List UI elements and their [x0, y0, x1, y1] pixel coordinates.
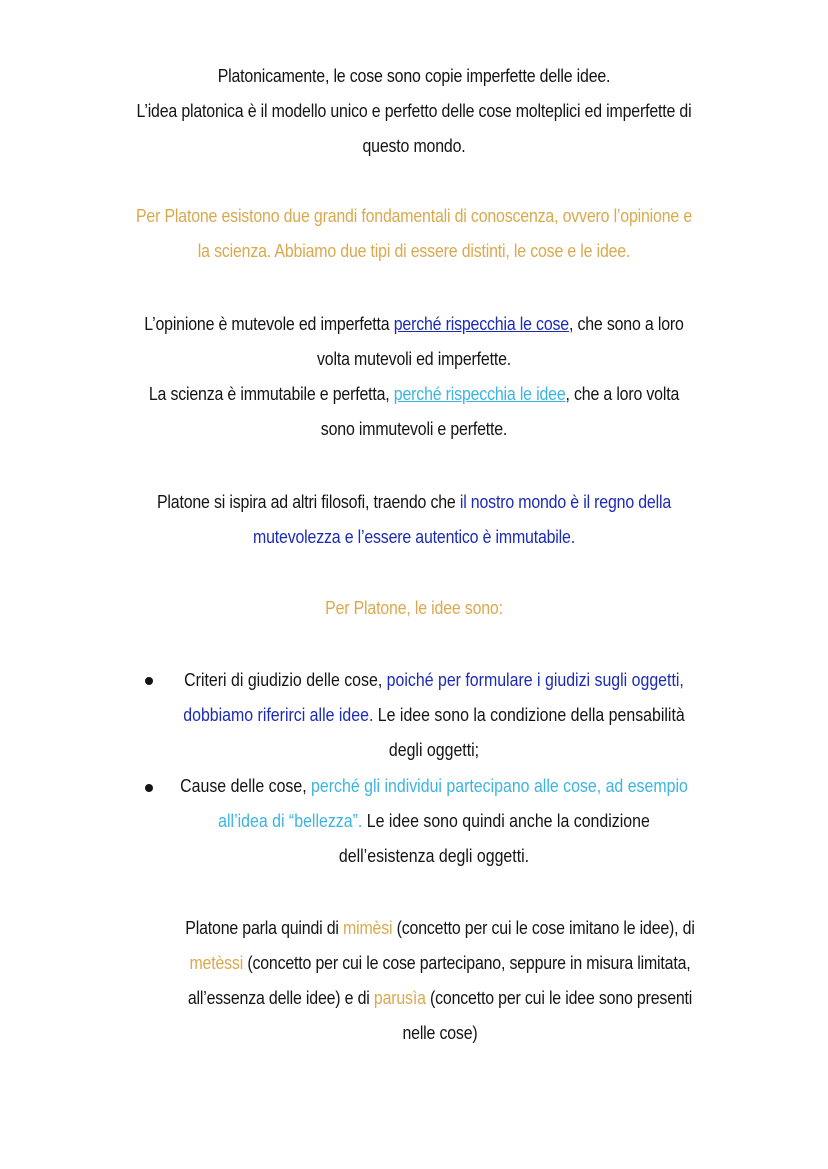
concept-mimesi: mimèsi: [343, 917, 393, 938]
bullet-dot-icon: [145, 784, 153, 792]
science-post: , che a loro volta sono immutevoli e perfette.: [320, 383, 680, 439]
concepts-t3: (concetto per cui le cose partecipano, seppure in misura limitata, all’essenza delle idee) e di: [187, 952, 691, 1008]
concepts-t2: (concetto per cui le cose imitano le idee), di: [392, 917, 695, 938]
bullet-item-causes: [173, 768, 696, 873]
bullet-1-lead: Criteri di giudizio delle cose,: [184, 669, 387, 690]
science-pre: La scienza è immutabile e perfetta,: [148, 383, 394, 404]
concept-metessi: metèssi: [189, 952, 244, 973]
knowledge-text: Per Platone esistono due grandi fondamentali di conoscenza, ovvero l’opinione e la scienza. Abbiamo due tipi di essere distinti, le cose e le idee.: [135, 205, 693, 261]
ideas-heading: [135, 590, 692, 625]
concepts-t4: (concetto per cui le idee sono presenti nelle cose): [402, 987, 693, 1043]
bullet-2-highlight: perché gli individui partecipano alle cose, ad esempio all’idea di “bellezza”.: [218, 775, 688, 831]
knowledge-paragraph: [135, 198, 692, 268]
concepts-t1: Platone parla quindi di: [185, 917, 344, 938]
ideas-heading-text: Per Platone, le idee sono:: [325, 597, 503, 618]
inspiration-paragraph: [135, 484, 692, 554]
intro-paragraph: [135, 58, 692, 163]
concept-parusia: parusìa: [373, 987, 426, 1008]
bullet-1-tail: Le idee sono la condizione della pensabilità degli oggetti;: [373, 704, 685, 760]
intro-line-2: L’idea platonica è il modello unico e perfetto delle cose molteplici ed imperfette di questo mondo.: [136, 100, 692, 156]
opinion-post: , che sono a loro volta mutevoli ed imperfette.: [317, 313, 684, 369]
inspiration-pre: Platone si ispira ad altri filosofi, traendo che: [156, 491, 460, 512]
intro-line-1: Platonicamente, le cose sono copie imperfette delle idee.: [217, 65, 611, 86]
bullet-1-highlight: poiché per formulare i giudizi sugli oggetti, dobbiamo riferirci alle idee.: [183, 669, 684, 725]
science-link[interactable]: perché rispecchia le idee: [393, 383, 566, 404]
bullet-dot-icon: [145, 677, 153, 685]
bullet-item-criteria: [173, 662, 696, 767]
opinion-link[interactable]: perché rispecchia le cose: [393, 313, 569, 334]
bullet-2-lead: Cause delle cose,: [180, 775, 312, 796]
concepts-paragraph: [182, 910, 698, 1050]
bullet-2-tail: Le idee sono quindi anche la condizione dell’esistenza degli oggetti.: [338, 810, 650, 866]
inspiration-highlight: il nostro mondo è il regno della mutevolezza e l’essere autentico è immutabile.: [253, 491, 672, 547]
opinion-science-paragraph: [135, 306, 692, 446]
opinion-pre: L’opinione è mutevole ed imperfetta: [144, 313, 394, 334]
